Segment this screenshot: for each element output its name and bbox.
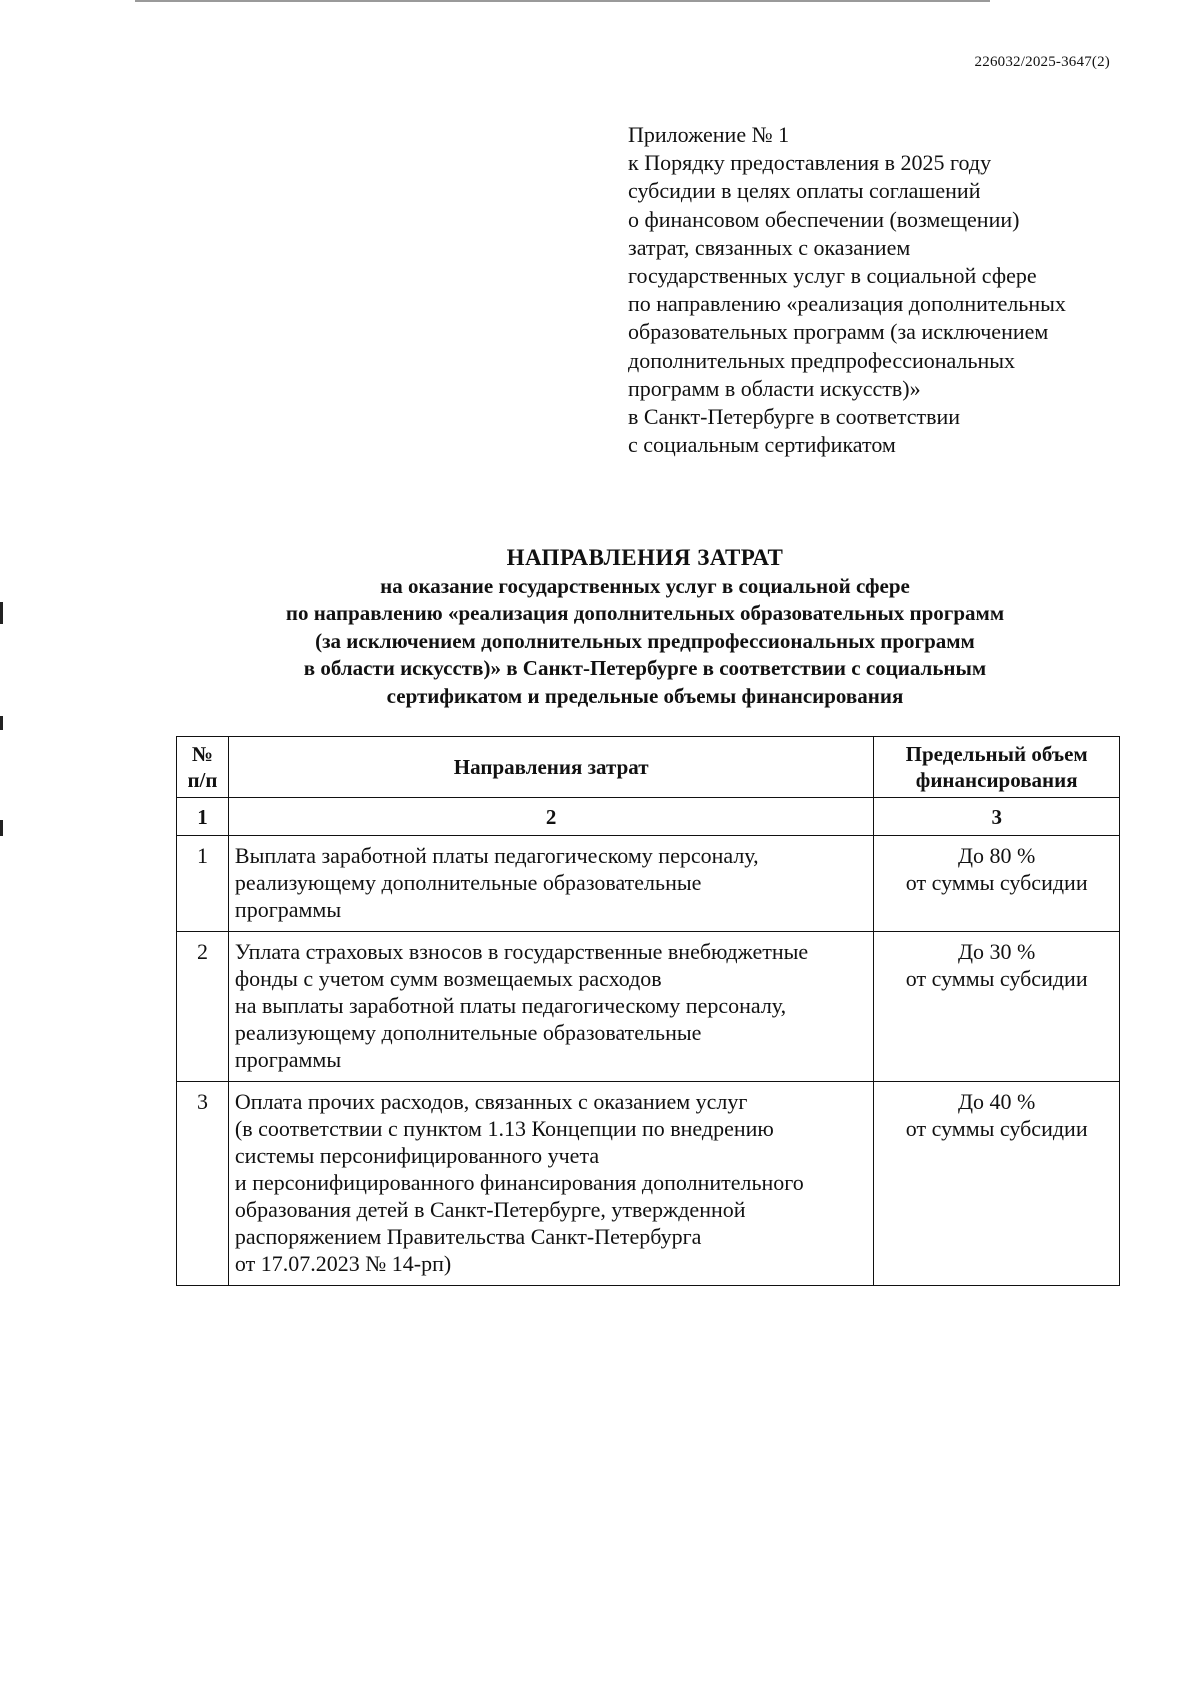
row-direction [228,836,873,932]
row-limit-line: До 30 % [958,939,1036,964]
column-number: 3 [874,798,1120,836]
row-direction-line: фонды с учетом сумм возмещаемых расходов [234,966,662,991]
scan-edge-mark [0,820,3,836]
appendix-line: образовательных программ (за исключением [628,319,1049,345]
row-direction-line: реализующему дополнительные образовательные [234,870,702,895]
column-number: 1 [177,798,229,836]
row-limit-line: До 40 % [958,1089,1036,1114]
document-title-block [130,544,1160,710]
document-subtitle-line: сертификатом и предельные объемы финансирования [386,683,904,708]
column-number: 2 [228,798,873,836]
row-number: 3 [177,1082,229,1286]
row-limit-line: от суммы субсидии [905,870,1088,895]
row-direction-line: Уплата страховых взносов в государственные внебюджетные [234,939,809,964]
table-row [177,836,1120,932]
row-direction-line: (в соответствии с пунктом 1.13 Концепции по внедрению [234,1116,774,1141]
row-direction-line: от 17.07.2023 № 14-рп) [234,1251,452,1276]
row-limit-line: от суммы субсидии [905,966,1088,991]
column-number-row [177,798,1120,836]
row-direction-line: Оплата прочих расходов, связанных с оказанием услуг [234,1089,748,1114]
row-number: 2 [177,932,229,1082]
row-direction-line: распоряжением Правительства Санкт-Петербурга [234,1224,702,1249]
appendix-header [628,121,1148,459]
row-direction-line: Выплата заработной платы педагогическому персоналу, [234,843,759,868]
document-title: НАПРАВЛЕНИЯ ЗАТРАТ [506,545,784,570]
table-row [177,1082,1120,1286]
table-header-row [177,737,1120,798]
row-direction-line: на выплаты заработной платы педагогическому персоналу, [234,993,787,1018]
document-subtitle-line: (за исключением дополнительных предпрофессиональных программ [315,628,975,653]
appendix-line: затрат, связанных с оказанием [628,234,911,260]
header-limit-line: Предельный объем [905,742,1088,766]
document-subtitle-line: в области искусств)» в Санкт-Петербурге в соответствии с социальным [303,656,987,680]
document-registration-number: 226032/2025-3647(2) [974,54,1110,70]
appendix-line: к Порядку предоставления в 2025 году [628,150,992,176]
row-direction-line: системы персонифицированного учета [234,1143,600,1168]
appendix-line: с социальным сертификатом [628,432,896,458]
appendix-line: государственных услуг в социальной сфере [628,263,1037,289]
cost-directions-table [176,736,1120,1286]
header-number [177,737,229,798]
row-direction-line: и персонифицированного финансирования дополнительного [234,1170,804,1195]
appendix-line: о финансовом обеспечении (возмещении) [628,206,1020,232]
row-number: 1 [177,836,229,932]
header-direction: Направления затрат [228,737,873,798]
scan-edge-line [135,0,990,2]
appendix-line: дополнительных предпрофессиональных [628,347,1016,373]
row-limit [874,932,1120,1082]
row-direction [228,932,873,1082]
header-number-line: № [191,742,214,766]
row-direction-line: реализующему дополнительные образовательные [234,1020,702,1045]
row-limit [874,1082,1120,1286]
header-limit [874,737,1120,798]
row-direction-line: программы [234,1047,342,1072]
row-limit [874,836,1120,932]
appendix-line: в Санкт-Петербурге в соответствии [628,404,961,430]
scan-edge-mark [0,602,3,624]
table-row [177,932,1120,1082]
scan-edge-mark [0,716,3,730]
row-direction-line: программы [234,897,342,922]
appendix-line: по направлению «реализация дополнительных [628,291,1066,317]
appendix-line: программ в области искусств)» [628,375,921,401]
document-subtitle-line: по направлению «реализация дополнительных образовательных программ [285,601,1005,625]
header-limit-line: финансирования [915,768,1078,792]
row-direction [228,1082,873,1286]
appendix-line: субсидии в целях оплаты соглашений [628,178,981,204]
document-subtitle-line: на оказание государственных услуг в социальной сфере [380,573,910,598]
header-number-line: п/п [187,768,218,792]
row-limit-line: До 80 % [958,843,1036,868]
row-direction-line: образования детей в Санкт-Петербурге, утвержденной [234,1197,746,1222]
row-limit-line: от суммы субсидии [905,1116,1088,1141]
appendix-line: Приложение № 1 [628,122,790,147]
